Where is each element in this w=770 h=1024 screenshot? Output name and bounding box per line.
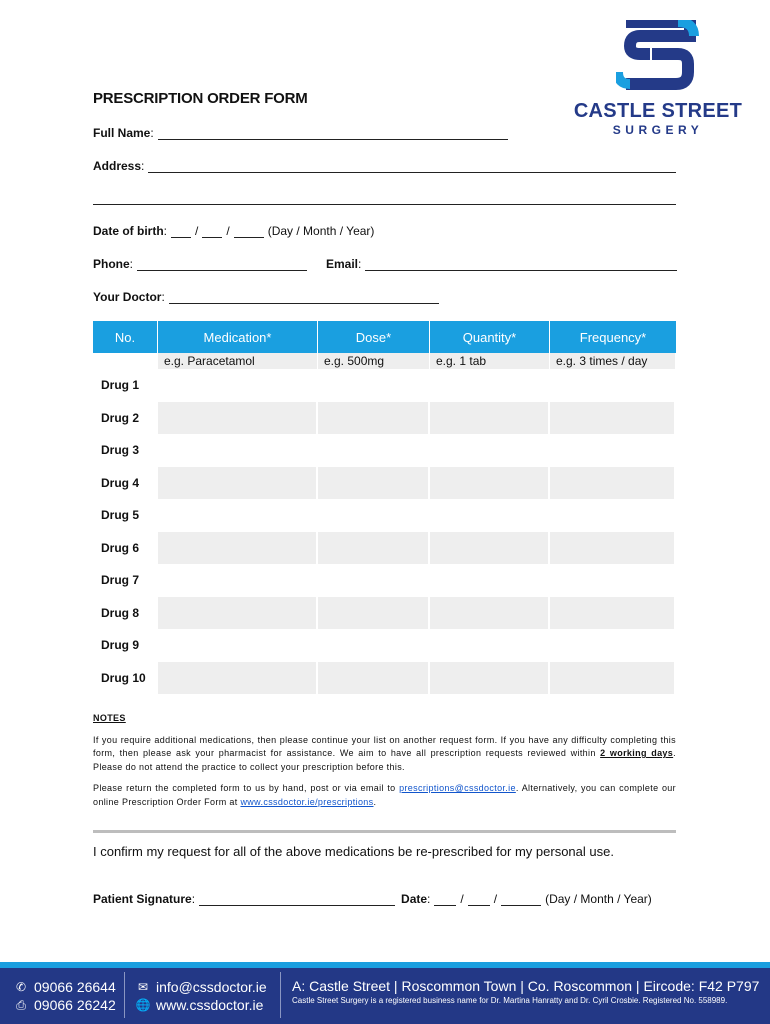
signature-row: Patient Signature : Date : / / (Day / Month / Year) (93, 892, 652, 906)
dose-cell[interactable] (318, 597, 430, 630)
address-field-line-2[interactable] (93, 204, 676, 205)
table-row (93, 402, 676, 435)
drug-label: Drug 6 (93, 532, 158, 565)
dose-cell[interactable] (318, 467, 430, 500)
date-label: Date (401, 892, 428, 906)
quantity-cell[interactable] (430, 434, 550, 467)
dob-year-field[interactable] (234, 226, 264, 238)
address-field[interactable] (148, 161, 676, 173)
dob-row: Date of birth : / / (Day / Month / Year) (93, 224, 375, 238)
drug-label: Drug 5 (93, 499, 158, 532)
dose-cell[interactable] (318, 564, 430, 597)
page-title: PRESCRIPTION ORDER FORM (93, 90, 308, 107)
doctor-row: Your Doctor : (93, 290, 439, 304)
notes-p2-end: . (373, 796, 377, 807)
fax-number: 09066 26242 (34, 997, 116, 1013)
drug-label: Drug 2 (93, 402, 158, 435)
frequency-cell[interactable] (550, 467, 676, 500)
cs-logo-icon (616, 20, 700, 92)
frequency-cell[interactable] (550, 369, 676, 402)
table-row (93, 499, 676, 532)
email-row: Email : (326, 257, 677, 271)
frequency-cell[interactable] (550, 662, 676, 695)
doctor-field[interactable] (169, 292, 439, 304)
fax-icon: ⎙ (16, 997, 26, 1012)
confirm-statement: I confirm my request for all of the above medications be re-prescribed for my personal use. (93, 844, 614, 859)
example-dose: e.g. 500mg (318, 353, 430, 369)
notes-p2-text: Please return the completed form to us by hand, post or via email to (93, 783, 400, 793)
footer-fax[interactable] (14, 997, 116, 1013)
table-row (93, 662, 676, 695)
footer-address: A: Castle Street | Roscommon Town | Co. Roscommon | Eircode: F42 P797 (292, 978, 760, 994)
table-row (93, 434, 676, 467)
header-quantity: Quantity* (430, 321, 550, 353)
email-label: Email (326, 257, 359, 271)
dose-cell[interactable] (318, 532, 430, 565)
dose-cell[interactable] (318, 369, 430, 402)
drug-label: Drug 7 (93, 564, 158, 597)
quantity-cell[interactable] (430, 564, 550, 597)
frequency-cell[interactable] (550, 629, 676, 662)
footer-phone[interactable] (14, 979, 116, 995)
drug-label: Drug 9 (93, 629, 158, 662)
notes-heading: NOTES (93, 713, 126, 723)
header-dose: Dose* (318, 321, 430, 353)
dob-day-field[interactable] (171, 226, 191, 238)
medication-cell[interactable] (158, 597, 318, 630)
footer-stripe (0, 962, 770, 968)
phone-field[interactable] (137, 259, 307, 271)
notes-section (93, 712, 676, 817)
quantity-cell[interactable] (430, 629, 550, 662)
date-day-field[interactable] (434, 894, 456, 906)
medication-table (93, 321, 676, 694)
medication-cell[interactable] (158, 402, 318, 435)
dose-cell[interactable] (318, 662, 430, 695)
dose-cell[interactable] (318, 499, 430, 532)
logo-brand-text: CASTLE STREET (573, 100, 743, 122)
medication-cell[interactable] (158, 369, 318, 402)
castle-street-logo (572, 20, 744, 138)
example-frequency: e.g. 3 times / day (550, 353, 676, 369)
footer-web[interactable] (136, 997, 263, 1013)
notes-paragraph-2 (93, 782, 676, 809)
example-cell-no (93, 353, 158, 369)
phone-number: 09066 26644 (34, 979, 116, 995)
prescriptions-email-link[interactable]: prescriptions@cssdoctor.ie (399, 783, 516, 793)
drug-label: Drug 10 (93, 662, 158, 695)
frequency-cell[interactable] (550, 597, 676, 630)
working-days-text: 2 working days (600, 748, 674, 758)
table-row (93, 564, 676, 597)
notes-p2-middle: . Alternatively, you can complete our online Prescription Order Form at (93, 783, 677, 807)
quantity-cell[interactable] (430, 597, 550, 630)
footer-registration: Castle Street Surgery is a registered business name for Dr. Martina Hanratty and Dr. Cyril Crosbie. Registered No. 558989. (292, 996, 728, 1005)
table-row (93, 369, 676, 402)
dob-month-field[interactable] (202, 226, 222, 238)
date-month-field[interactable] (468, 894, 490, 906)
footer-web-text: www.cssdoctor.ie (156, 997, 264, 1013)
medication-cell[interactable] (158, 499, 318, 532)
signature-label: Patient Signature (93, 892, 192, 906)
table-header (93, 321, 676, 353)
online-form-link[interactable]: www.cssdoctor.ie/prescriptions (240, 796, 374, 807)
table-row (93, 532, 676, 565)
footer-email-text: info@cssdoctor.ie (156, 979, 267, 995)
dob-label: Date of birth (93, 224, 164, 238)
header-medication: Medication* (158, 321, 318, 353)
dob-hint: (Day / Month / Year) (267, 224, 375, 238)
medication-cell[interactable] (158, 434, 318, 467)
example-medication: e.g. Paracetamol (158, 353, 318, 369)
notes-p1-end: . Please do not attend the practice to collect your prescription before this. (93, 748, 676, 772)
table-row (93, 597, 676, 630)
full-name-row: Full Name : (93, 126, 508, 140)
phone-row: Phone : (93, 257, 307, 271)
date-year-field[interactable] (501, 894, 541, 906)
table-row (93, 467, 676, 500)
drug-label: Drug 8 (93, 597, 158, 630)
medication-cell[interactable] (158, 662, 318, 695)
address-label: Address (93, 159, 142, 173)
logo-sub-text: SURGERY (612, 123, 704, 137)
full-name-label: Full Name (93, 126, 151, 140)
doctor-label: Your Doctor (93, 290, 162, 304)
notes-p1-text: If you require additional medications, then please continue your list on another request form. If you have any difficulty completing this form, then please ask your pharmacist for assistance. We aim to have all prescription requests reviewed within (93, 734, 676, 758)
table-row (93, 629, 676, 662)
header-frequency: Frequency* (579, 329, 647, 345)
quantity-cell[interactable] (430, 369, 550, 402)
medication-cell[interactable] (158, 467, 318, 500)
medication-cell[interactable] (158, 532, 318, 565)
email-field[interactable] (365, 259, 677, 271)
date-hint: (Day / Month / Year) (545, 892, 652, 906)
quantity-cell[interactable] (430, 499, 550, 532)
medication-cell[interactable] (158, 629, 318, 662)
quantity-cell[interactable] (430, 532, 550, 565)
quantity-cell[interactable] (430, 402, 550, 435)
example-quantity: e.g. 1 tab (430, 353, 550, 369)
dose-cell[interactable] (318, 434, 430, 467)
frequency-cell[interactable] (550, 402, 676, 435)
frequency-cell[interactable] (550, 532, 676, 565)
drug-label: Drug 1 (93, 369, 158, 402)
footer-separator (280, 972, 281, 1018)
quantity-cell[interactable] (430, 662, 550, 695)
phone-icon: ✆ (15, 980, 27, 994)
drug-label: Drug 4 (93, 467, 158, 500)
footer-separator (124, 972, 125, 1018)
dose-cell[interactable] (318, 402, 430, 435)
frequency-cell[interactable] (550, 564, 676, 597)
dose-cell[interactable] (318, 629, 430, 662)
signature-field[interactable] (199, 894, 395, 906)
header-no: No. (93, 321, 158, 353)
notes-paragraph-1 (93, 734, 676, 775)
divider (93, 830, 676, 833)
globe-icon: 🌐 (135, 998, 151, 1012)
frequency-cell[interactable] (550, 434, 676, 467)
footer-email[interactable] (136, 979, 267, 995)
example-row (93, 353, 676, 369)
drug-label: Drug 3 (93, 434, 158, 467)
phone-label: Phone (93, 257, 130, 271)
medication-cell[interactable] (158, 564, 318, 597)
address-row: Address : (93, 159, 676, 173)
frequency-cell[interactable] (550, 499, 676, 532)
mail-icon: ✉ (137, 980, 149, 994)
quantity-cell[interactable] (430, 467, 550, 500)
full-name-field[interactable] (158, 128, 508, 140)
